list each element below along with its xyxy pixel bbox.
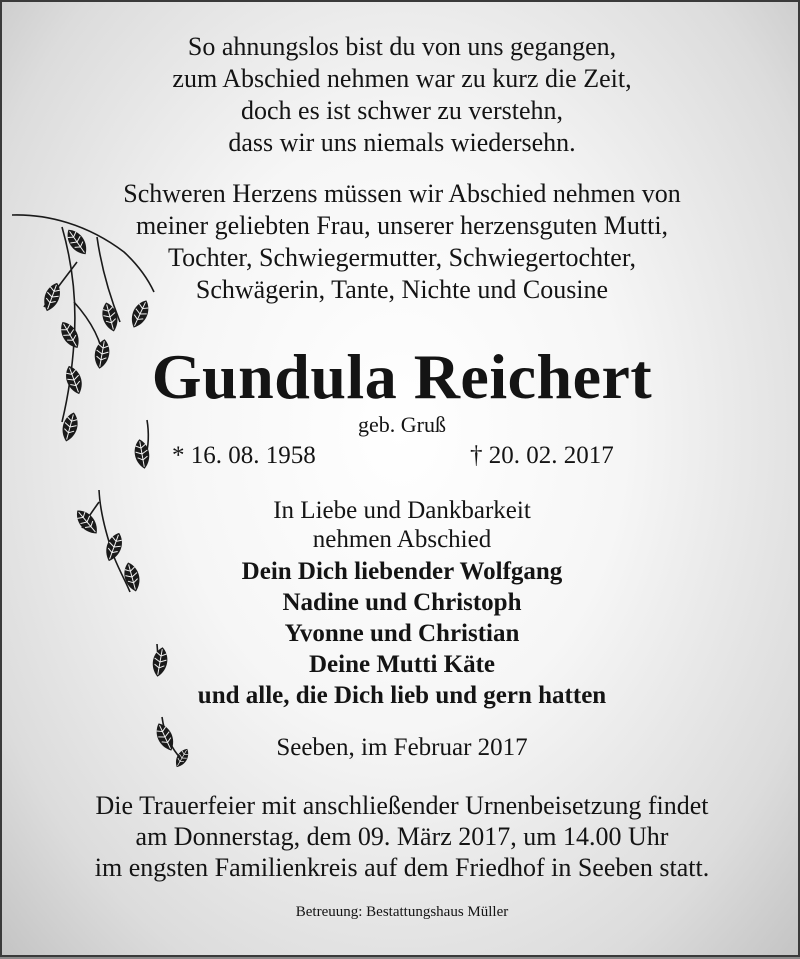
- poem-line: dass wir uns niemals wiedersehn.: [228, 128, 576, 157]
- mourner-line: Yvonne und Christian: [284, 620, 520, 647]
- ceremony-line: Die Trauerfeier mit anschließender Urnenbeisetzung findet: [95, 791, 709, 820]
- farewell-line: nehmen Abschied: [312, 526, 492, 553]
- farewell-line: In Liebe und Dankbarkeit: [273, 497, 531, 524]
- poem: [2, 31, 800, 159]
- farewell-text: [2, 496, 800, 554]
- poem-line: doch es ist schwer zu verstehn,: [240, 96, 564, 125]
- birth-date: * 16. 08. 1958: [172, 442, 316, 469]
- undertaker-credit: Betreuung: Bestattungshaus Müller: [295, 904, 509, 920]
- mourner-line: Deine Mutti Käte: [308, 651, 496, 678]
- death-date: † 20. 02. 2017: [470, 442, 614, 469]
- ceremony-line: am Donnerstag, dem 09. März 2017, um 14.00 Uhr: [135, 822, 669, 851]
- ceremony-notice: [2, 790, 800, 883]
- intro-line: Tochter, Schwiegermutter, Schwiegertochter,: [168, 243, 636, 272]
- ceremony-line: im engsten Familienkreis auf dem Friedhof in Seeben statt.: [94, 853, 710, 882]
- announcement-intro: [2, 178, 800, 306]
- mourner-line: Dein Dich liebender Wolfgang: [241, 558, 563, 585]
- deceased-name: Gundula Reichert: [151, 341, 653, 412]
- maiden-name: geb. Gruß: [358, 412, 446, 437]
- mourner-line: und alle, die Dich lieb und gern hatten: [197, 682, 607, 709]
- mourner-line: Nadine und Christoph: [282, 589, 522, 616]
- poem-line: zum Abschied nehmen war zu kurz die Zeit,: [172, 64, 632, 93]
- place-date: Seeben, im Februar 2017: [276, 734, 528, 761]
- intro-line: Schwägerin, Tante, Nichte und Cousine: [195, 275, 609, 304]
- intro-line: meiner geliebten Frau, unserer herzensguten Mutti,: [135, 211, 669, 240]
- mourners-list: [2, 556, 800, 711]
- poem-line: So ahnungslos bist du von uns gegangen,: [187, 32, 617, 61]
- intro-line: Schweren Herzens müssen wir Abschied nehmen von: [123, 179, 681, 208]
